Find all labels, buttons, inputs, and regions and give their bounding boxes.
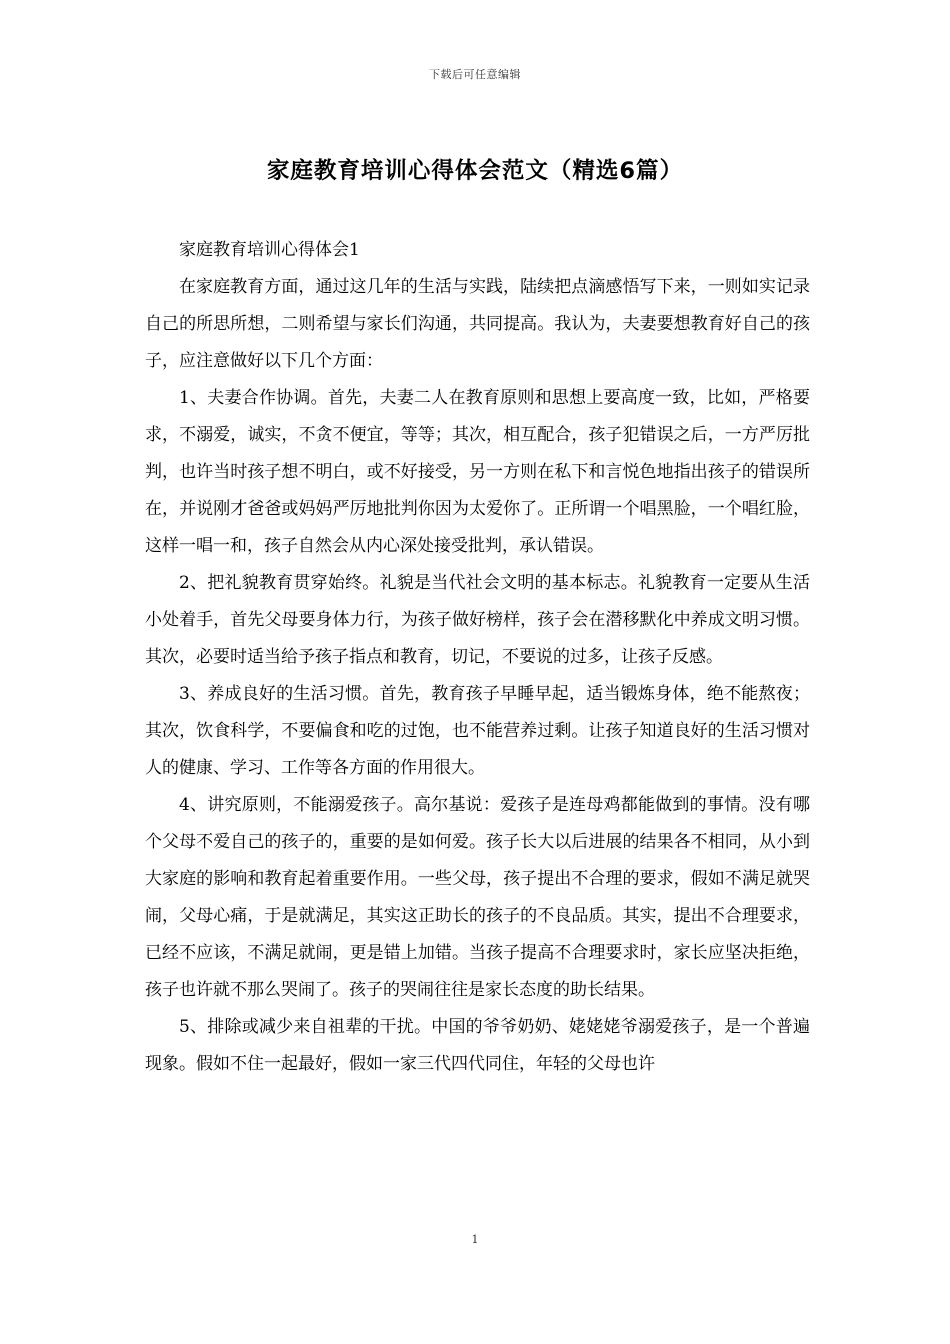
paragraph-intro: 在家庭教育方面，通过这几年的生活与实践，陆续把点滴感悟写下来，一则如实记录自己的所思所想，二则希望与家长们沟通，共同提高。我认为，夫妻要想教育好自己的孩子，应注意做好以下几个方面： — [145, 277, 810, 371]
paragraph-point-1: 1、夫妻合作协调。首先，夫妻二人在教育原则和思想上要高度一致，比如，严格要求，不溺爱，诚实，不贪不便宜，等等；其次，相互配合，孩子犯错误之后，一方严厉批判，也许当时孩子想不明白，或不好接受，另一方则在私下和言悦色地指出孩子的错误所在，并说刚才爸爸或妈妈严厉地批判你因为太爱你了。正所谓一个唱黑脸，一个唱红脸，这样一唱一和，孩子自然会从内心深处接受批判，承认错误。 — [145, 388, 810, 556]
paragraph-point-3: 3、养成良好的生活习惯。首先，教育孩子早睡早起，适当锻炼身体，绝不能熬夜；其次，饮食科学，不要偏食和吃的过饱，也不能营养过剩。让孩子知道良好的生活习惯对人的健康、学习、工作等各方面的作用很大。 — [145, 684, 810, 778]
paragraph-point-2: 2、把礼貌教育贯穿始终。礼貌是当代社会文明的基本标志。礼貌教育一定要从生活小处着手，首先父母要身体力行，为孩子做好榜样，孩子会在潜移默化中养成文明习惯。其次，必要时适当给予孩子指点和教育，切记，不要说的过多，让孩子反感。 — [145, 573, 810, 667]
section-heading: 家庭教育培训心得体会1 — [179, 240, 360, 260]
paragraph-point-4: 4、讲究原则，不能溺爱孩子。高尔基说：爱孩子是连母鸡都能做到的事情。没有哪个父母不爱自己的孩子的，重要的是如何爱。孩子长大以后进展的结果各不相同，从小到大家庭的影响和教育起着重要作用。一些父母，孩子提出不合理的要求，假如不满足就哭闹，父母心痛，于是就满足，其实这正助长的孩子的不良品质。其实，提出不合理要求，已经不应该，不满足就闹，更是错上加错。当孩子提高不合理要求时，家长应坚决拒绝，孩子也许就不那么哭闹了。孩子的哭闹往往是家长态度的助长结果。 — [145, 795, 810, 1000]
header-note: 下载后可任意编辑 — [429, 68, 521, 81]
paragraph-point-5: 5、排除或减少来自祖辈的干扰。中国的爷爷奶奶、姥姥姥爷溺爱孩子，是一个普遍现象。假如不住一起最好，假如一家三代四代同住，年轻的父母也许 — [145, 1017, 810, 1074]
document-title: 家庭教育培训心得体会范文（精选6篇） — [266, 158, 684, 184]
page-number: 1 — [471, 1233, 479, 1246]
document-body — [145, 232, 810, 1083]
